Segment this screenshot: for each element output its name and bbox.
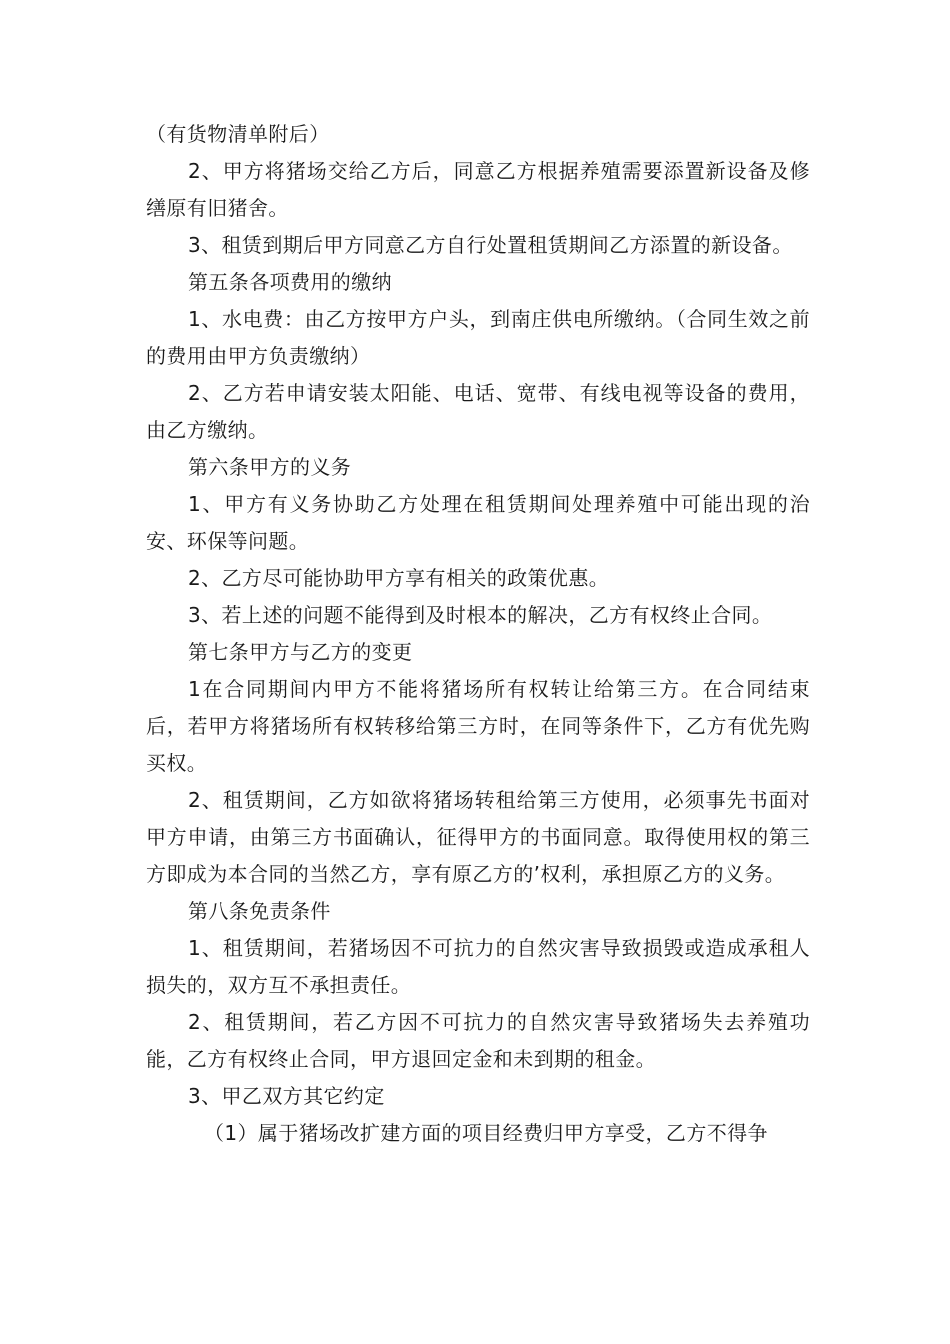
paragraph: 2、甲方将猪场交给乙方后，同意乙方根据养殖需要添置新设备及修缮原有旧猪舍。 bbox=[146, 159, 810, 220]
paragraph: （1）属于猪场改扩建方面的项目经费归甲方享受，乙方不得争 bbox=[204, 1121, 768, 1145]
paragraph: 1、租赁期间，若猪场因不可抗力的自然灾害导致损毁或造成承租人损失的，双方互不承担责任。 bbox=[146, 936, 810, 997]
section-heading: 第六条甲方的义务 bbox=[188, 455, 352, 479]
section-heading: 第七条甲方与乙方的变更 bbox=[188, 640, 413, 664]
paragraph: 1、甲方有义务协助乙方处理在租赁期间处理养殖中可能出现的治安、环保等问题。 bbox=[146, 492, 810, 553]
paragraph: 3、租赁到期后甲方同意乙方自行处置租赁期间乙方添置的新设备。 bbox=[188, 233, 793, 257]
paragraph: 2、租赁期间，乙方如欲将猪场转租给第三方使用，必须事先书面对甲方申请，由第三方书面确认，征得甲方的书面同意。取得使用权的第三方即成为本合同的当然乙方，享有原乙方的’权利，承担原乙方的义务。 bbox=[146, 788, 810, 886]
paragraph: 3、甲乙双方其它约定 bbox=[188, 1084, 385, 1108]
document-body bbox=[146, 116, 810, 1152]
paragraph: （有货物清单附后） bbox=[146, 122, 330, 146]
paragraph: 1、水电费：由乙方按甲方户头，到南庄供电所缴纳。（合同生效之前的费用由甲方负责缴纳） bbox=[146, 307, 810, 368]
paragraph: 1在合同期间内甲方不能将猪场所有权转让给第三方。在合同结束后，若甲方将猪场所有权转移给第三方时，在同等条件下，乙方有优先购买权。 bbox=[146, 677, 810, 775]
paragraph: 2、租赁期间，若乙方因不可抗力的自然灾害导致猪场失去养殖功能，乙方有权终止合同，甲方退回定金和未到期的租金。 bbox=[146, 1010, 810, 1071]
paragraph: 3、若上述的问题不能得到及时根本的解决，乙方有权终止合同。 bbox=[188, 603, 773, 627]
paragraph: 2、乙方尽可能协助甲方享有相关的政策优惠。 bbox=[188, 566, 610, 590]
section-heading: 第五条各项费用的缴纳 bbox=[188, 270, 392, 294]
section-heading: 第八条免责条件 bbox=[188, 899, 331, 923]
paragraph: 2、乙方若申请安装太阳能、电话、宽带、有线电视等设备的费用，由乙方缴纳。 bbox=[146, 381, 810, 442]
